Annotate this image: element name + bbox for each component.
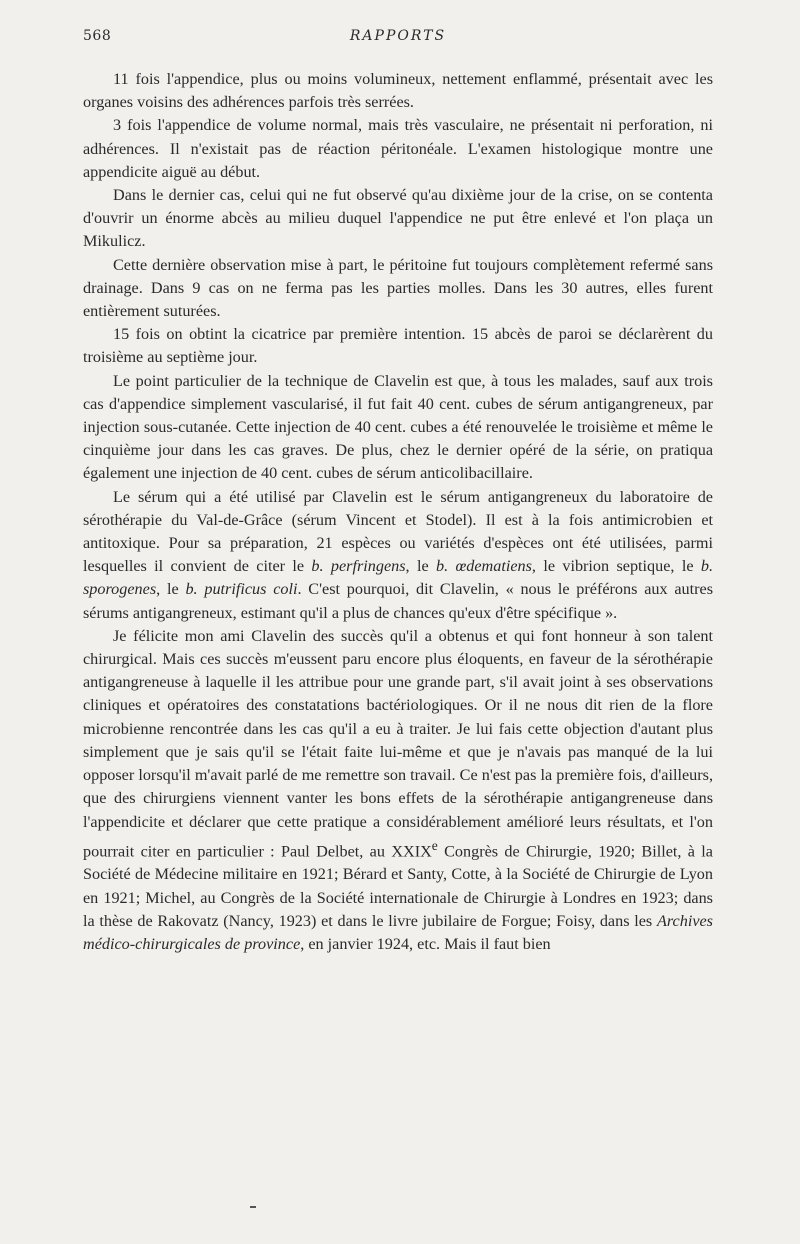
text-run: Je félicite mon ami Clavelin des succès qu'il a obtenus et qui font honneur à son talent chirurgical. Mais ces succès m'eussent paru encore plus éloquents, en faveur de la sérothérapie antigangreneuse à laquelle il les attribue pour une grande part, s'il avait joint à ses observations cliniques et opératoires des constatations bactériologiques. Or il ne nous dit rien de la flore microbienne rencontrée dans les cas qu'il a eu à traiter. Je lui fais cette objection d'autant plus simplement que je sais qu'il se l'était faite lui-même et que je n'avais pas manqué de la lui opposer lorsqu'il m'avait parlé de me remettre son travail. Ce n'est pas la première fois, d'ailleurs, que des chirurgiens viennent vanter les bons effets de la sérothérapie antigangreneuse dans l'appendicite et déclarer que cette pratique a considérablement amélioré leurs résultats, et l'on pourrait citer en particulier : Paul Delbet, au XXIX [83,626,713,861]
text-run: , le [405,557,436,576]
page-number: 568 [83,28,112,44]
body-text [83,68,713,956]
paragraph: 3 fois l'appendice de volume normal, mais très vasculaire, ne présentait ni perforation, ni adhérences. Il n'existait pas de réaction péritonéale. L'examen histologique montre une appendicite aiguë au début. [83,116,713,181]
text-run: . C'est pourquoi, dit Clavelin, « nous le préférons aux autres sérums antigangreneux, estimant qu'il a plus de chances qu'eux d'être spécifique ». [83,580,713,622]
species-name: b. putrificus coli [185,580,298,599]
page-header [83,28,713,50]
running-title: RAPPORTS [349,28,447,44]
species-name: b. œdematiens [435,557,532,576]
text-run: Le sérum qui a été utilisé par Clavelin est le sérum antigangreneux du laboratoire de sérothérapie du Val-de-Grâce (sérum Vincent et Stodel). Il est à la fois antimicrobien et antitoxique. Pour sa préparation, 21 espèces ou variétés d'espèces ont été utilisées, parmi lesquelles il convient de citer le [83,487,713,576]
paragraph: 11 fois l'appendice, plus ou moins volumineux, nettement enflammé, présentait avec les organes voisins des adhérences parfois très serrées. [83,70,713,112]
paragraph: Le point particulier de la technique de Clavelin est que, à tous les malades, sauf aux trois cas d'appendice simplement vascularisé, il fut fait 40 cent. cubes de sérum antigangreneux, par injection sous-cutanée. Cette injection de 40 cent. cubes a été renouvelée le troisième et même le cinquième jour dans les cas graves. De plus, chez le dernier opéré de la série, on pratiqua également une injection de 40 cent. cubes de sérum anticolibacillaire. [83,371,713,483]
journal-title: Archives médico-chirurgicales de province [83,911,713,953]
text-run: , le [156,580,186,599]
print-speck [250,1206,256,1208]
paragraph: Dans le dernier cas, celui qui ne fut observé qu'au dixième jour de la crise, on se contenta d'ouvrir un énorme abcès au milieu duquel l'appendice ne put être enlevé et l'on plaça un Mikulicz. [83,186,713,251]
paragraph: Cette dernière observation mise à part, le péritoine fut toujours complètement refermé sans drainage. Dans 9 cas on ne ferma pas les parties molles. Dans les 30 autres, elles furent entièrement suturées. [83,255,713,321]
text-run: , en janvier 1924, etc. Mais il faut bien [300,934,551,953]
species-name: b. sporogenes [83,557,713,599]
paragraph: 15 fois on obtint la cicatrice par première intention. 15 abcès de paroi se déclarèrent du troisième au septième jour. [83,325,713,367]
paragraph [83,486,713,625]
species-name: b. perfringens [311,557,406,576]
text-run: Congrès de Chirurgie, 1920; Billet, à la Société de Médecine militaire en 1921; Bérard et Santy, Cotte, à la Société de Chirurgie de Lyon en 1921; Michel, au Congrès de la Société internationale de Chirurgie à Londres en 1923; dans la thèse de Rakovatz (Nancy, 1923) et dans le livre jubilaire de Forgue; Foisy, dans les [83,842,713,930]
paragraph [83,625,713,956]
text-run: , le vibrion septique, le [531,557,701,576]
superscript: e [431,837,438,853]
